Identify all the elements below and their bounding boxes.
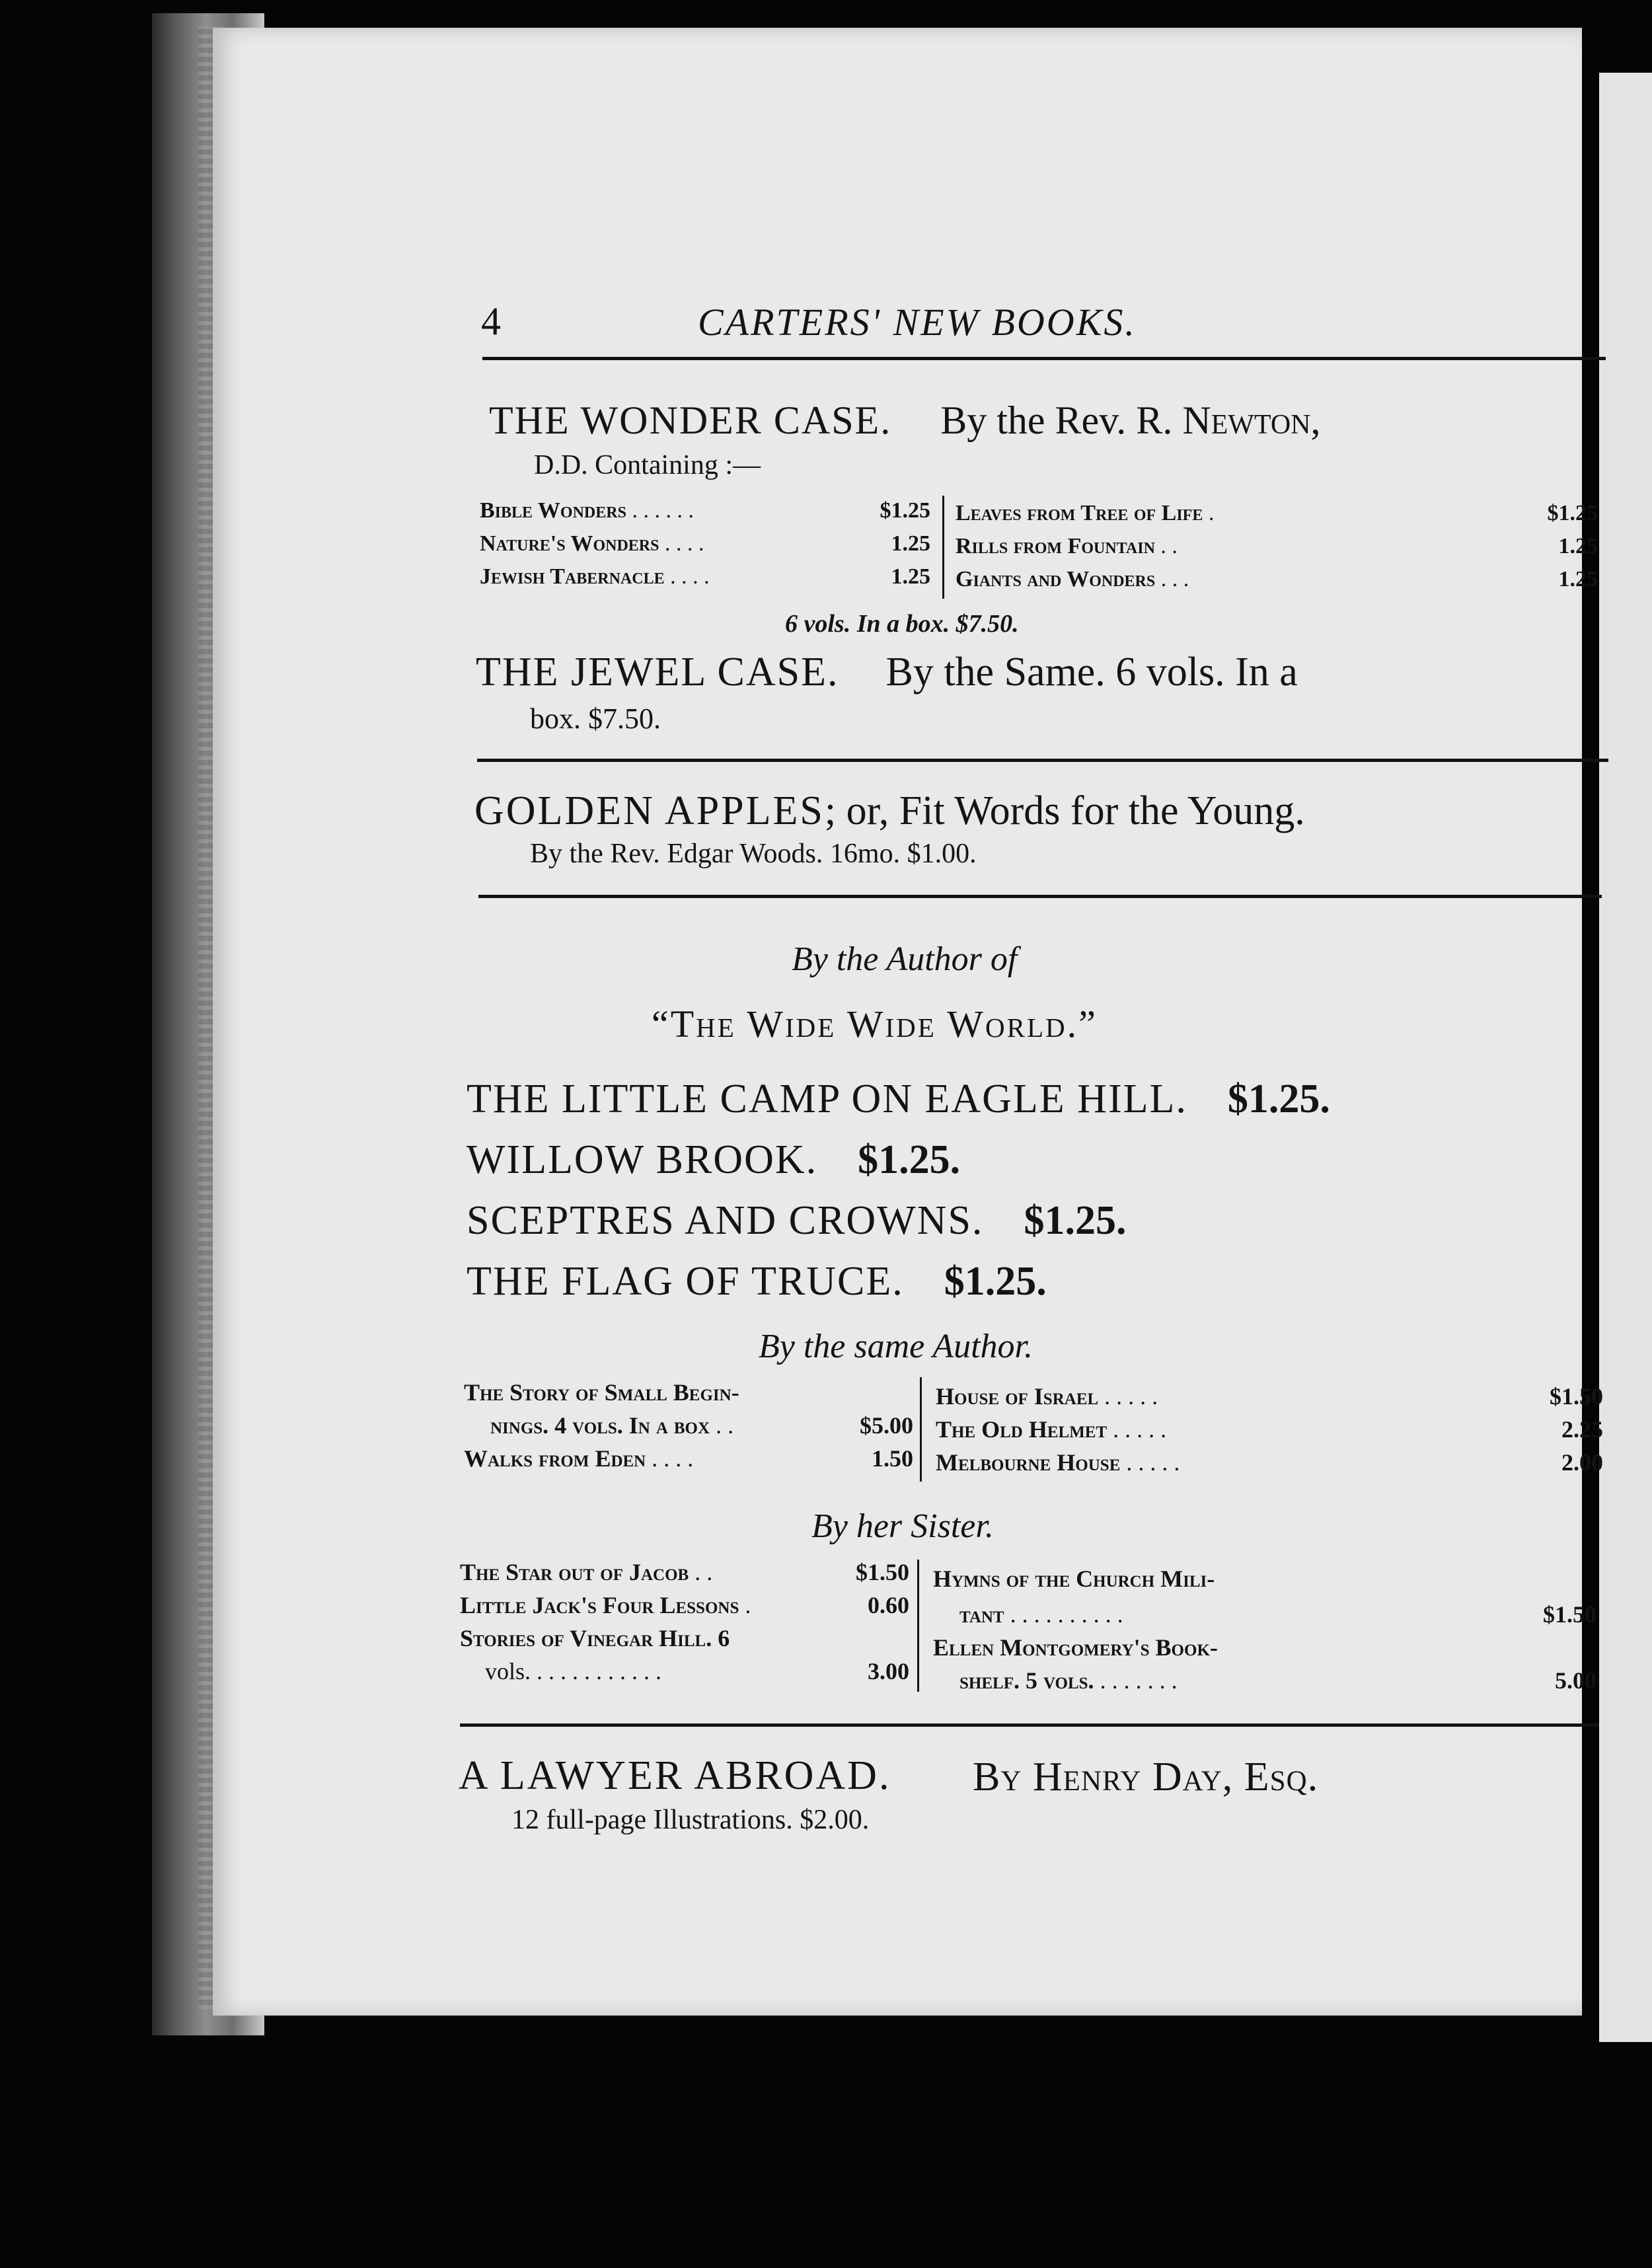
wonder-case-summary: 6 vols. In a box. $7.50. <box>785 610 1019 638</box>
jewel-case-rest: By the Same. 6 vols. In a <box>885 650 1298 695</box>
page-number: 4 <box>481 299 501 343</box>
jewel-case-title: THE JEWEL CASE. <box>476 650 839 695</box>
book-title-line: SCEPTRES AND CROWNS. $1.25. <box>467 1198 1127 1243</box>
golden-apples-title: GOLDEN APPLES <box>474 788 825 833</box>
list-item: tant . . . . . . . . . . $1.50 <box>959 1601 1596 1628</box>
list-item: The Old Helmet . . . . . 2.25 <box>936 1416 1603 1443</box>
column-divider <box>917 1560 919 1692</box>
sister-heading: By her Sister. <box>811 1507 994 1545</box>
list-item: Giants and Wonders . . . 1.25 <box>956 567 1598 591</box>
wonder-case-author: Newton, <box>1182 398 1321 442</box>
book-title-line: WILLOW BROOK. $1.25. <box>467 1137 961 1182</box>
list-item: Leaves from Tree of Life . $1.25 <box>956 501 1598 525</box>
list-item: The Star out of Jacob . . $1.50 <box>460 1559 909 1585</box>
golden-apples-line <box>474 788 1305 835</box>
jewel-case-continuation: box. $7.50. <box>530 702 661 735</box>
column-divider <box>920 1377 922 1482</box>
list-item: Stories of Vinegar Hill. 6 <box>460 1625 730 1651</box>
list-item: Walks from Eden . . . . 1.50 <box>464 1445 913 1472</box>
list-item: Nature's Wonders . . . . 1.25 <box>480 531 930 556</box>
list-item: House of Israel . . . . . $1.50 <box>936 1383 1603 1410</box>
section-rule <box>477 759 1608 762</box>
list-item: Melbourne House . . . . . 2.00 <box>936 1449 1603 1476</box>
book-title-line: THE LITTLE CAMP ON EAGLE HILL. $1.25. <box>467 1077 1330 1121</box>
author-of-heading: By the Author of <box>792 940 1018 978</box>
wonder-case-title-line <box>489 398 1612 443</box>
lawyer-abroad-detail: 12 full-page Illustrations. $2.00. <box>511 1805 870 1835</box>
same-author-heading: By the same Author. <box>759 1328 1033 1365</box>
list-item: Little Jack's Four Lessons . 0.60 <box>460 1592 909 1618</box>
wide-wide-world-heading: “The Wide Wide World.” <box>652 1002 1098 1045</box>
wonder-case-continuation: D.D. Containing :— <box>534 450 761 480</box>
list-item: nings. 4 vols. In a box . . $5.00 <box>490 1412 913 1439</box>
lawyer-abroad-byline: By Henry Day, Esq. <box>973 1755 1319 1799</box>
lawyer-abroad-title: A LAWYER ABROAD. <box>459 1753 891 1798</box>
wonder-case-title: THE WONDER CASE. <box>489 398 892 442</box>
book-title-line: THE FLAG OF TRUCE. $1.25. <box>467 1259 1047 1304</box>
list-item: Hymns of the Church Mili- <box>933 1566 1215 1592</box>
list-item: shelf. 5 vols. . . . . . . . 5.00 <box>959 1667 1596 1694</box>
list-item: Ellen Montgomery's Book- <box>933 1634 1218 1661</box>
section-rule <box>460 1723 1599 1727</box>
list-item: vols. . . . . . . . . . . . 3.00 <box>485 1658 909 1684</box>
header-rule <box>482 357 1606 360</box>
wonder-case-byline: By the Rev. R. <box>940 398 1173 442</box>
list-item: Rills from Fountain . . 1.25 <box>956 534 1598 558</box>
list-item: The Story of Small Begin- <box>464 1379 739 1406</box>
list-item: Bible Wonders . . . . . . $1.25 <box>480 498 930 523</box>
jewel-case-line <box>476 649 1298 696</box>
running-title: CARTERS' NEW BOOKS. <box>698 301 1137 344</box>
column-divider <box>942 496 944 599</box>
list-item: Jewish Tabernacle . . . . 1.25 <box>480 564 930 589</box>
book-page <box>213 28 1603 2016</box>
section-rule <box>478 895 1602 898</box>
golden-apples-byline: By the Rev. Edgar Woods. 16mo. $1.00. <box>530 839 977 869</box>
golden-apples-subtitle: ; or, Fit Words for the Young. <box>824 788 1305 833</box>
facing-page-edge <box>1599 73 1652 2042</box>
